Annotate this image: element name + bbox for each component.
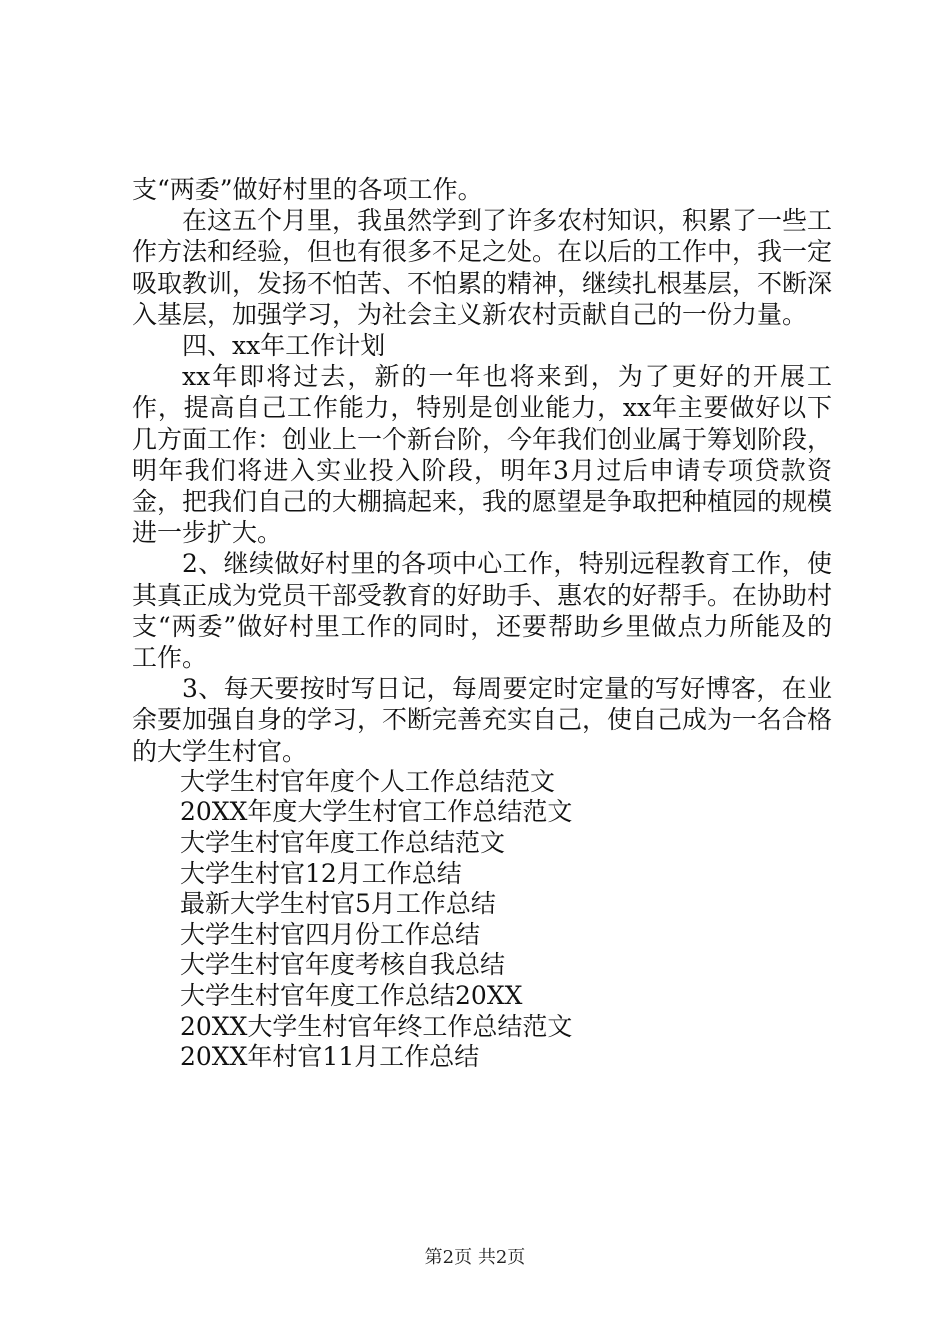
related-link[interactable]: 大学生村官年度考核自我总结 <box>180 950 506 980</box>
related-link[interactable]: 大学生村官12月工作总结 <box>180 858 462 888</box>
related-link[interactable]: 大学生村官年度工作总结范文 <box>180 828 506 858</box>
related-articles-list <box>132 767 832 1073</box>
document-body <box>132 174 832 1073</box>
page-number-footer: 第2页 共2页 <box>424 1247 526 1268</box>
related-link[interactable]: 大学生村官年度工作总结20XX <box>180 981 523 1011</box>
related-link[interactable]: 最新大学生村官5月工作总结 <box>180 889 496 919</box>
paragraph-plan-intro: xx年即将过去，新的一年也将来到，为了更好的开展工作，提高自己工作能力，特别是创业能力，xx年主要做好以下几方面工作：创业上一个新台阶，今年我们创业属于筹划阶段，明年我们将进入实业投入阶段，明年3月过后申请专项贷款资金，把我们自己的大棚搞起来，我的愿望是争取把种植园的规模进一步扩大。 <box>132 362 833 548</box>
related-link[interactable]: 20XX年村官11月工作总结 <box>180 1042 480 1072</box>
related-link[interactable]: 大学生村官四月份工作总结 <box>180 919 481 949</box>
section-heading: 四、xx年工作计划 <box>182 331 386 361</box>
paragraph-summary: 在这五个月里，我虽然学到了许多农村知识，积累了一些工作方法和经验，但也有很多不足之处。在以后的工作中，我一定吸取教训，发扬不怕苦、不怕累的精神，继续扎根基层，不断深入基层，加强学习，为社会主义新农村贡献自己的一份力量。 <box>132 206 833 329</box>
paragraph-plan-item-2: 2、继续做好村里的各项中心工作，特别远程教育工作，使其真正成为党员干部受教育的好助手、惠农的好帮手。在协助村支“两委”做好村里工作的同时，还要帮助乡里做点力所能及的工作。 <box>132 549 833 673</box>
paragraph-plan-item-3: 3、每天要按时写日记，每周要定时定量的写好博客，在业余要加强自身的学习，不断完善充实自己，使自己成为一名合格的大学生村官。 <box>132 674 833 766</box>
related-link[interactable]: 大学生村官年度个人工作总结范文 <box>180 766 556 796</box>
related-link[interactable]: 20XX年度大学生村官工作总结范文 <box>180 797 573 827</box>
paragraph-continuation: 支“两委”做好村里的各项工作。 <box>132 175 483 204</box>
related-link[interactable]: 20XX大学生村官年终工作总结范文 <box>180 1011 573 1041</box>
